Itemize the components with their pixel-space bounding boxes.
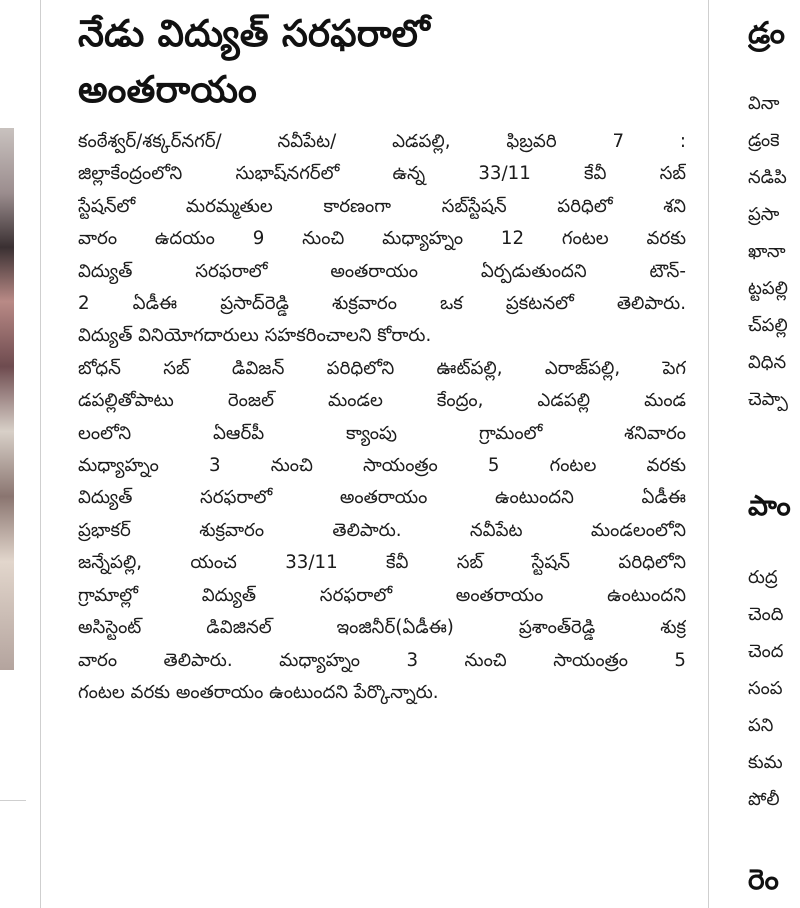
adjacent-line: ట్టపల్లి	[748, 278, 788, 299]
news-article	[78, 0, 686, 709]
article-headline	[78, 0, 686, 118]
article-body	[78, 126, 686, 709]
adjacent-photo-fragment	[0, 128, 14, 670]
adjacent-line: సంప	[748, 678, 783, 699]
adjacent-line: విధిన	[748, 352, 787, 373]
adjacent-line: కుమ	[748, 752, 783, 773]
body-line: వారం ఉదయం 9 నుంచి మధ్యాహ్నం 12 గంటల వరకు	[78, 228, 686, 250]
adjacent-line: పోలీ	[748, 789, 780, 810]
column-divider-right	[708, 0, 709, 908]
body-line: వారం తెలిపారు. మధ్యాహ్నం 3 నుంచి సాయంత్రం 5	[78, 649, 686, 671]
body-line: ప్రభాకర్ శుక్రవారం తెలిపారు. నవీపేట మండలంలోని	[78, 519, 686, 541]
column-divider-left-bottom	[0, 800, 26, 801]
body-line: బోధన్ సబ్ డివిజన్ పరిధిలోని ఊట్‌పల్లి, ఎరాజ్‌పల్లి, పెగ	[78, 357, 686, 379]
adjacent-line: నడిపి	[748, 167, 787, 188]
body-line: 2 ఏడీఈ ప్రసాద్‌రెడ్డి శుక్రవారం ఒక ప్రకటనలో తెలిపారు.	[78, 293, 686, 315]
body-line: లంలోని ఏఆర్‌పీ క్యాంపు గ్రామంలో శనివారం	[78, 422, 686, 444]
adjacent-line: రుద్ర	[748, 567, 778, 588]
body-line: జిల్లాకేంద్రంలోని సుభాష్‌నగర్‌లో ఉన్న 33/11 కేవీ సబ్	[78, 163, 686, 185]
body-line: గ్రామాల్లో విద్యుత్ సరఫరాలో అంతరాయం ఉంటుందని	[78, 584, 686, 606]
adjacent-footer-heading: రెం	[748, 863, 779, 896]
adjacent-line: పని	[748, 715, 774, 736]
adjacent-line: ఖానా	[748, 241, 786, 262]
headline-line: అంతరాయం	[78, 68, 257, 111]
adjacent-line: చ్‌పల్లి	[748, 315, 788, 336]
adjacent-subheading: పాం	[748, 489, 791, 522]
adjacent-headline: డ్రం	[748, 16, 785, 51]
adjacent-line: చెంద	[748, 641, 784, 662]
adjacent-line: చెప్పా	[748, 389, 788, 410]
body-line: అసిస్టెంట్ డివిజినల్ ఇంజినీర్(ఏడీఈ) ప్రశాంత్‌రెడ్డి శుక్ర	[78, 617, 686, 639]
adjacent-line: వినా	[748, 93, 780, 114]
headline-line: నేడు విద్యుత్ సరఫరాలో	[78, 12, 430, 55]
adjacent-line: డ్రంకె	[748, 130, 780, 151]
adjacent-line: చెంది	[748, 604, 784, 625]
adjacent-article-fragment	[748, 0, 800, 908]
body-line: విద్యుత్ వినియోగదారులు సహకరించాలని కోరారు.	[78, 325, 432, 347]
column-divider-left	[40, 0, 41, 908]
body-line: విద్యుత్ సరఫరాలో అంతరాయం ఏర్పడుతుందని టౌన్-	[78, 260, 686, 282]
body-line: మధ్యాహ్నం 3 నుంచి సాయంత్రం 5 గంటల వరకు	[78, 455, 686, 477]
body-line: స్టేషన్‌లో మరమ్మతుల కారణంగా సబ్‌స్టేషన్ పరిధిలో శని	[78, 195, 686, 217]
body-line: జన్నేపల్లి, యంచ 33/11 కేవీ సబ్ స్టేషన్ పరిధిలోని	[78, 552, 686, 574]
adjacent-line: ప్రసా	[748, 204, 780, 225]
body-line: గంటల వరకు అంతరాయం ఉంటుందని పేర్కొన్నారు.	[78, 681, 439, 703]
body-line: డపల్లితోపాటు రెంజల్ మండల కేంద్రం, ఎడపల్లి మండ	[78, 390, 686, 412]
body-line: విద్యుత్ సరఫరాలో అంతరాయం ఉంటుందని ఏడీఈ	[78, 487, 686, 509]
body-line: కంఠేశ్వర్/శక్కర్‌నగర్/ నవీపేట/ ఎడపల్లి, ఫిబ్రవరి 7 :	[78, 131, 686, 152]
